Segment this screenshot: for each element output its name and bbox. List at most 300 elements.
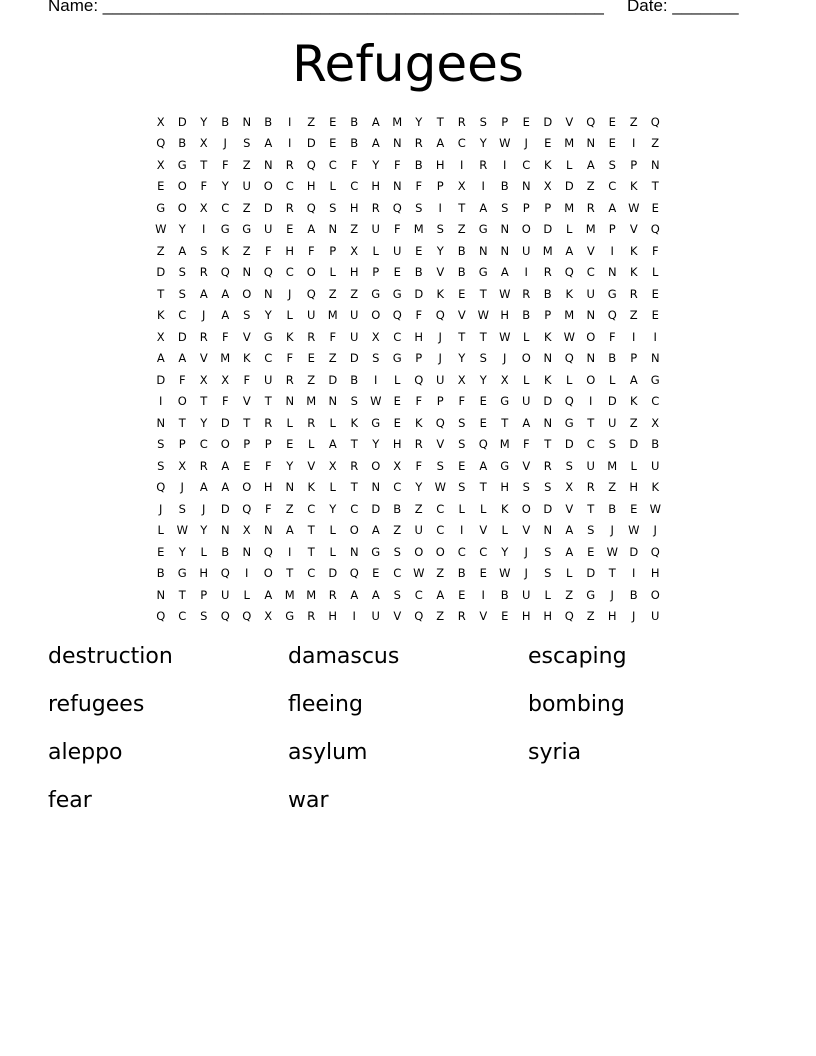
grid-cell[interactable]: U xyxy=(307,308,316,323)
grid-cell[interactable]: C xyxy=(586,265,595,280)
grid-cell[interactable]: V xyxy=(629,222,638,237)
grid-cell[interactable]: R xyxy=(457,609,466,624)
grid-cell[interactable]: R xyxy=(457,114,466,129)
grid-cell[interactable]: Y xyxy=(221,179,229,194)
grid-cell[interactable]: M xyxy=(564,200,575,215)
grid-cell[interactable]: S xyxy=(157,458,165,473)
grid-cell[interactable]: V xyxy=(522,523,531,538)
grid-cell[interactable]: J xyxy=(202,308,206,323)
grid-cell[interactable]: E xyxy=(286,222,294,237)
grid-cell[interactable]: K xyxy=(629,243,638,258)
grid-cell[interactable]: R xyxy=(371,200,380,215)
grid-cell[interactable]: O xyxy=(435,544,445,559)
grid-cell[interactable]: D xyxy=(220,501,230,516)
grid-cell[interactable]: I xyxy=(288,114,292,129)
grid-cell[interactable]: S xyxy=(608,157,616,172)
grid-cell[interactable]: F xyxy=(393,222,401,237)
grid-cell[interactable]: T xyxy=(307,544,315,559)
grid-cell[interactable]: T xyxy=(200,394,208,409)
grid-cell[interactable]: G xyxy=(500,458,510,473)
grid-cell[interactable]: G xyxy=(650,372,660,387)
grid-cell[interactable]: H xyxy=(263,480,273,495)
grid-cell[interactable]: L xyxy=(523,372,530,387)
grid-cell[interactable]: N xyxy=(285,480,295,495)
grid-cell[interactable]: V xyxy=(393,609,402,624)
grid-cell[interactable]: W xyxy=(628,200,640,215)
grid-cell[interactable]: F xyxy=(264,458,272,473)
grid-cell[interactable]: O xyxy=(349,523,359,538)
grid-cell[interactable]: Y xyxy=(200,415,208,430)
grid-cell[interactable]: U xyxy=(350,308,359,323)
grid-cell[interactable]: W xyxy=(413,566,425,581)
grid-cell[interactable]: E xyxy=(372,566,380,581)
grid-cell[interactable]: W xyxy=(606,544,618,559)
grid-cell[interactable]: Z xyxy=(457,222,466,237)
grid-cell[interactable]: C xyxy=(350,501,359,516)
grid-cell[interactable]: A xyxy=(221,458,230,473)
grid-cell[interactable]: S xyxy=(479,114,487,129)
grid-cell[interactable]: R xyxy=(479,157,488,172)
grid-cell[interactable]: R xyxy=(328,587,337,602)
grid-cell[interactable]: A xyxy=(328,437,337,452)
grid-cell[interactable]: S xyxy=(243,308,251,323)
grid-cell[interactable]: L xyxy=(480,501,487,516)
grid-cell[interactable]: R xyxy=(285,200,294,215)
grid-cell[interactable]: U xyxy=(608,415,617,430)
grid-cell[interactable]: S xyxy=(393,544,401,559)
grid-cell[interactable]: B xyxy=(264,114,273,129)
grid-cell[interactable]: Z xyxy=(586,609,595,624)
grid-cell[interactable]: Q xyxy=(586,114,596,129)
grid-cell[interactable]: Z xyxy=(436,609,445,624)
grid-cell[interactable]: S xyxy=(479,351,487,366)
grid-cell[interactable]: P xyxy=(200,587,208,602)
grid-cell[interactable]: O xyxy=(306,265,316,280)
grid-cell[interactable]: X xyxy=(156,157,165,172)
grid-cell[interactable]: L xyxy=(329,523,336,538)
grid-cell[interactable]: H xyxy=(500,308,510,323)
grid-cell[interactable]: K xyxy=(436,286,445,301)
grid-cell[interactable]: X xyxy=(393,458,402,473)
grid-cell[interactable]: A xyxy=(178,243,187,258)
grid-cell[interactable]: V xyxy=(199,351,208,366)
grid-cell[interactable]: A xyxy=(565,243,574,258)
grid-cell[interactable]: W xyxy=(155,222,167,237)
grid-cell[interactable]: D xyxy=(177,114,187,129)
grid-cell[interactable]: Z xyxy=(586,179,595,194)
grid-cell[interactable]: M xyxy=(413,222,424,237)
grid-cell[interactable]: W xyxy=(499,329,511,344)
grid-cell[interactable]: D xyxy=(220,415,230,430)
grid-cell[interactable]: O xyxy=(242,286,252,301)
grid-cell[interactable]: U xyxy=(371,609,380,624)
grid-cell[interactable]: A xyxy=(285,523,294,538)
grid-cell[interactable]: Z xyxy=(328,351,337,366)
grid-cell[interactable]: H xyxy=(349,265,359,280)
grid-cell[interactable]: O xyxy=(242,480,252,495)
grid-cell[interactable]: W xyxy=(499,286,511,301)
grid-cell[interactable]: Q xyxy=(414,372,424,387)
grid-cell[interactable]: N xyxy=(263,157,273,172)
grid-cell[interactable]: Y xyxy=(286,458,294,473)
grid-cell[interactable]: W xyxy=(499,136,511,151)
grid-cell[interactable]: A xyxy=(629,372,638,387)
grid-cell[interactable]: E xyxy=(651,286,659,301)
grid-cell[interactable]: W xyxy=(649,501,661,516)
grid-cell[interactable]: W xyxy=(176,523,188,538)
grid-cell[interactable]: C xyxy=(393,480,402,495)
grid-cell[interactable]: F xyxy=(307,243,315,258)
grid-cell[interactable]: N xyxy=(500,222,510,237)
grid-cell[interactable]: C xyxy=(651,394,660,409)
grid-cell[interactable]: A xyxy=(371,114,380,129)
grid-cell[interactable]: T xyxy=(178,415,186,430)
grid-cell[interactable]: C xyxy=(479,544,488,559)
grid-cell[interactable]: X xyxy=(242,523,251,538)
grid-cell[interactable]: F xyxy=(221,394,229,409)
grid-cell[interactable]: L xyxy=(566,222,573,237)
grid-cell[interactable]: F xyxy=(286,351,294,366)
grid-cell[interactable]: E xyxy=(458,286,466,301)
grid-cell[interactable]: R xyxy=(285,157,294,172)
grid-cell[interactable]: D xyxy=(543,114,553,129)
grid-cell[interactable]: A xyxy=(264,136,273,151)
grid-cell[interactable]: K xyxy=(565,286,574,301)
grid-cell[interactable]: A xyxy=(436,136,445,151)
grid-cell[interactable]: B xyxy=(651,437,660,452)
grid-cell[interactable]: O xyxy=(177,179,187,194)
grid-cell[interactable]: N xyxy=(242,544,252,559)
grid-cell[interactable]: E xyxy=(608,114,616,129)
grid-cell[interactable]: M xyxy=(306,587,317,602)
grid-cell[interactable]: J xyxy=(288,286,292,301)
grid-cell[interactable]: Y xyxy=(372,157,380,172)
grid-cell[interactable]: W xyxy=(563,329,575,344)
grid-cell[interactable]: M xyxy=(542,243,553,258)
grid-cell[interactable]: O xyxy=(371,458,381,473)
grid-cell[interactable]: L xyxy=(523,329,530,344)
grid-cell[interactable]: Z xyxy=(436,566,445,581)
grid-cell[interactable]: B xyxy=(221,114,230,129)
grid-cell[interactable]: H xyxy=(500,480,510,495)
grid-cell[interactable]: S xyxy=(350,394,358,409)
grid-cell[interactable]: Z xyxy=(242,200,251,215)
grid-cell[interactable]: B xyxy=(629,587,638,602)
grid-cell[interactable]: X xyxy=(178,458,187,473)
grid-cell[interactable]: Y xyxy=(479,136,487,151)
grid-cell[interactable]: E xyxy=(458,458,466,473)
grid-cell[interactable]: T xyxy=(157,286,165,301)
grid-cell[interactable]: R xyxy=(199,265,208,280)
grid-cell[interactable]: D xyxy=(371,501,381,516)
grid-cell[interactable]: Q xyxy=(564,265,574,280)
grid-cell[interactable]: N xyxy=(392,179,402,194)
grid-cell[interactable]: I xyxy=(524,265,528,280)
grid-cell[interactable]: A xyxy=(436,587,445,602)
grid-cell[interactable]: D xyxy=(629,544,639,559)
grid-cell[interactable]: U xyxy=(586,458,595,473)
grid-cell[interactable]: Z xyxy=(629,114,638,129)
grid-cell[interactable]: Q xyxy=(392,200,402,215)
grid-cell[interactable]: N xyxy=(156,415,166,430)
grid-cell[interactable]: K xyxy=(242,351,251,366)
grid-cell[interactable]: F xyxy=(651,243,659,258)
grid-cell[interactable]: H xyxy=(328,609,338,624)
grid-cell[interactable]: E xyxy=(329,114,337,129)
grid-cell[interactable]: V xyxy=(565,114,574,129)
grid-cell[interactable]: T xyxy=(200,157,208,172)
grid-cell[interactable]: E xyxy=(243,458,251,473)
grid-cell[interactable]: A xyxy=(479,458,488,473)
grid-cell[interactable]: F xyxy=(415,308,423,323)
grid-cell[interactable]: N xyxy=(263,286,273,301)
grid-cell[interactable]: I xyxy=(589,394,593,409)
grid-cell[interactable]: T xyxy=(458,329,466,344)
grid-cell[interactable]: E xyxy=(415,243,423,258)
grid-cell[interactable]: S xyxy=(157,437,165,452)
grid-cell[interactable]: B xyxy=(350,372,359,387)
grid-cell[interactable]: I xyxy=(610,243,614,258)
grid-cell[interactable]: G xyxy=(500,394,510,409)
grid-cell[interactable]: A xyxy=(522,415,531,430)
grid-cell[interactable]: A xyxy=(221,286,230,301)
grid-cell[interactable]: A xyxy=(199,480,208,495)
grid-cell[interactable]: L xyxy=(329,179,336,194)
grid-cell[interactable]: Q xyxy=(242,609,252,624)
grid-cell[interactable]: J xyxy=(610,523,614,538)
grid-cell[interactable]: M xyxy=(607,458,618,473)
grid-cell[interactable]: H xyxy=(435,157,445,172)
grid-cell[interactable]: D xyxy=(543,222,553,237)
grid-cell[interactable]: I xyxy=(460,523,464,538)
grid-cell[interactable]: L xyxy=(286,308,293,323)
grid-cell[interactable]: X xyxy=(199,200,208,215)
grid-cell[interactable]: C xyxy=(436,523,445,538)
grid-cell[interactable]: I xyxy=(438,200,442,215)
grid-cell[interactable]: F xyxy=(264,243,272,258)
grid-cell[interactable]: X xyxy=(543,179,552,194)
grid-cell[interactable]: S xyxy=(587,523,595,538)
grid-cell[interactable]: D xyxy=(263,200,273,215)
grid-cell[interactable]: M xyxy=(284,587,295,602)
grid-cell[interactable]: S xyxy=(544,480,552,495)
grid-cell[interactable]: P xyxy=(522,200,530,215)
grid-cell[interactable]: P xyxy=(415,351,423,366)
grid-cell[interactable]: S xyxy=(393,587,401,602)
grid-cell[interactable]: J xyxy=(438,351,442,366)
grid-cell[interactable]: Y xyxy=(178,222,186,237)
grid-cell[interactable]: Z xyxy=(629,308,638,323)
grid-cell[interactable]: G xyxy=(242,222,252,237)
grid-cell[interactable]: D xyxy=(156,265,166,280)
grid-cell[interactable]: P xyxy=(329,243,337,258)
grid-cell[interactable]: L xyxy=(243,587,250,602)
grid-cell[interactable]: I xyxy=(632,136,636,151)
grid-cell[interactable]: A xyxy=(565,523,574,538)
grid-cell[interactable]: U xyxy=(264,372,273,387)
grid-cell[interactable]: P xyxy=(544,200,552,215)
grid-cell[interactable]: L xyxy=(329,415,336,430)
grid-cell[interactable]: L xyxy=(652,265,659,280)
grid-cell[interactable]: C xyxy=(264,351,273,366)
grid-cell[interactable]: B xyxy=(350,136,359,151)
grid-cell[interactable]: J xyxy=(180,480,184,495)
grid-cell[interactable]: F xyxy=(264,501,272,516)
grid-cell[interactable]: L xyxy=(308,437,315,452)
grid-cell[interactable]: Y xyxy=(479,372,487,387)
grid-cell[interactable]: N xyxy=(586,351,596,366)
grid-cell[interactable]: O xyxy=(177,200,187,215)
grid-cell[interactable]: I xyxy=(159,394,163,409)
grid-cell[interactable]: Q xyxy=(156,609,166,624)
grid-cell[interactable]: O xyxy=(586,372,596,387)
grid-cell[interactable]: N xyxy=(607,265,617,280)
grid-cell[interactable]: J xyxy=(223,136,227,151)
grid-cell[interactable]: N xyxy=(156,587,166,602)
grid-cell[interactable]: Y xyxy=(178,544,186,559)
grid-cell[interactable]: R xyxy=(543,265,552,280)
grid-cell[interactable]: L xyxy=(157,523,164,538)
grid-cell[interactable]: H xyxy=(650,566,660,581)
grid-cell[interactable]: C xyxy=(328,157,337,172)
grid-cell[interactable]: V xyxy=(242,394,251,409)
grid-cell[interactable]: E xyxy=(651,308,659,323)
grid-cell[interactable]: T xyxy=(501,415,509,430)
grid-cell[interactable]: J xyxy=(202,501,206,516)
grid-cell[interactable]: R xyxy=(586,200,595,215)
grid-cell[interactable]: P xyxy=(372,265,380,280)
grid-cell[interactable]: V xyxy=(436,265,445,280)
grid-cell[interactable]: U xyxy=(242,179,251,194)
grid-cell[interactable]: L xyxy=(458,501,465,516)
grid-cell[interactable]: D xyxy=(564,437,574,452)
grid-cell[interactable]: R xyxy=(199,329,208,344)
grid-cell[interactable]: S xyxy=(544,544,552,559)
grid-cell[interactable]: Q xyxy=(564,394,574,409)
grid-cell[interactable]: F xyxy=(608,329,616,344)
grid-cell[interactable]: X xyxy=(500,372,509,387)
grid-cell[interactable]: Z xyxy=(307,114,316,129)
name-field-label[interactable]: Name: _____________________________________________________ xyxy=(48,0,604,15)
grid-cell[interactable]: Y xyxy=(329,501,337,516)
grid-cell[interactable]: J xyxy=(503,351,507,366)
grid-cell[interactable]: N xyxy=(242,265,252,280)
grid-cell[interactable]: B xyxy=(457,265,466,280)
grid-cell[interactable]: X xyxy=(199,136,208,151)
grid-cell[interactable]: K xyxy=(629,394,638,409)
grid-cell[interactable]: V xyxy=(242,329,251,344)
grid-cell[interactable]: R xyxy=(414,136,423,151)
grid-cell[interactable]: Q xyxy=(306,157,316,172)
grid-cell[interactable]: U xyxy=(522,243,531,258)
grid-cell[interactable]: E xyxy=(479,415,487,430)
grid-cell[interactable]: Q xyxy=(435,308,445,323)
grid-cell[interactable]: W xyxy=(477,308,489,323)
grid-cell[interactable]: B xyxy=(414,157,423,172)
grid-cell[interactable]: W xyxy=(434,480,446,495)
grid-cell[interactable]: F xyxy=(415,394,423,409)
grid-cell[interactable]: O xyxy=(263,566,273,581)
grid-cell[interactable]: K xyxy=(651,480,660,495)
grid-cell[interactable]: C xyxy=(393,566,402,581)
grid-cell[interactable]: R xyxy=(307,415,316,430)
grid-cell[interactable]: J xyxy=(438,329,442,344)
grid-cell[interactable]: Q xyxy=(220,265,230,280)
grid-cell[interactable]: O xyxy=(650,587,660,602)
grid-cell[interactable]: T xyxy=(307,523,315,538)
grid-cell[interactable]: R xyxy=(543,458,552,473)
grid-cell[interactable]: M xyxy=(392,114,403,129)
grid-cell[interactable]: F xyxy=(350,157,358,172)
grid-cell[interactable]: A xyxy=(565,544,574,559)
grid-cell[interactable]: Z xyxy=(156,243,165,258)
grid-cell[interactable]: J xyxy=(632,609,636,624)
grid-cell[interactable]: X xyxy=(264,609,273,624)
grid-cell[interactable]: S xyxy=(178,501,186,516)
grid-cell[interactable]: Q xyxy=(242,501,252,516)
grid-cell[interactable]: J xyxy=(524,544,528,559)
grid-cell[interactable]: L xyxy=(200,544,207,559)
grid-cell[interactable]: K xyxy=(221,243,230,258)
grid-cell[interactable]: E xyxy=(608,136,616,151)
grid-cell[interactable]: H xyxy=(521,609,531,624)
grid-cell[interactable]: I xyxy=(503,157,507,172)
grid-cell[interactable]: B xyxy=(350,114,359,129)
grid-cell[interactable]: L xyxy=(544,587,551,602)
grid-cell[interactable]: T xyxy=(479,329,487,344)
grid-cell[interactable]: M xyxy=(564,136,575,151)
grid-cell[interactable]: T xyxy=(479,480,487,495)
grid-cell[interactable]: I xyxy=(653,329,657,344)
grid-cell[interactable]: T xyxy=(178,587,186,602)
grid-cell[interactable]: F xyxy=(393,157,401,172)
grid-cell[interactable]: N xyxy=(650,351,660,366)
grid-cell[interactable]: R xyxy=(586,480,595,495)
grid-cell[interactable]: G xyxy=(478,222,488,237)
grid-cell[interactable]: C xyxy=(307,566,316,581)
grid-cell[interactable]: Q xyxy=(650,114,660,129)
grid-cell[interactable]: L xyxy=(372,243,379,258)
grid-cell[interactable]: C xyxy=(178,609,187,624)
grid-cell[interactable]: N xyxy=(328,222,338,237)
grid-cell[interactable]: H xyxy=(414,329,424,344)
grid-cell[interactable]: Y xyxy=(436,243,444,258)
grid-cell[interactable]: E xyxy=(157,544,165,559)
grid-cell[interactable]: B xyxy=(457,243,466,258)
grid-cell[interactable]: E xyxy=(393,394,401,409)
grid-cell[interactable]: S xyxy=(178,265,186,280)
grid-cell[interactable]: P xyxy=(630,351,638,366)
grid-cell[interactable]: N xyxy=(220,523,230,538)
grid-cell[interactable]: N xyxy=(349,544,359,559)
grid-cell[interactable]: O xyxy=(521,501,531,516)
grid-cell[interactable]: V xyxy=(457,308,466,323)
grid-cell[interactable]: U xyxy=(264,222,273,237)
grid-cell[interactable]: U xyxy=(414,523,423,538)
grid-cell[interactable]: I xyxy=(632,329,636,344)
grid-cell[interactable]: U xyxy=(350,329,359,344)
grid-cell[interactable]: V xyxy=(307,458,316,473)
grid-cell[interactable]: F xyxy=(329,329,337,344)
grid-cell[interactable]: I xyxy=(202,222,206,237)
grid-cell[interactable]: K xyxy=(543,372,552,387)
grid-cell[interactable]: C xyxy=(586,437,595,452)
grid-cell[interactable]: B xyxy=(522,308,531,323)
grid-cell[interactable]: N xyxy=(285,394,295,409)
grid-cell[interactable]: Z xyxy=(307,372,316,387)
grid-cell[interactable]: A xyxy=(307,222,316,237)
grid-cell[interactable]: S xyxy=(501,200,509,215)
